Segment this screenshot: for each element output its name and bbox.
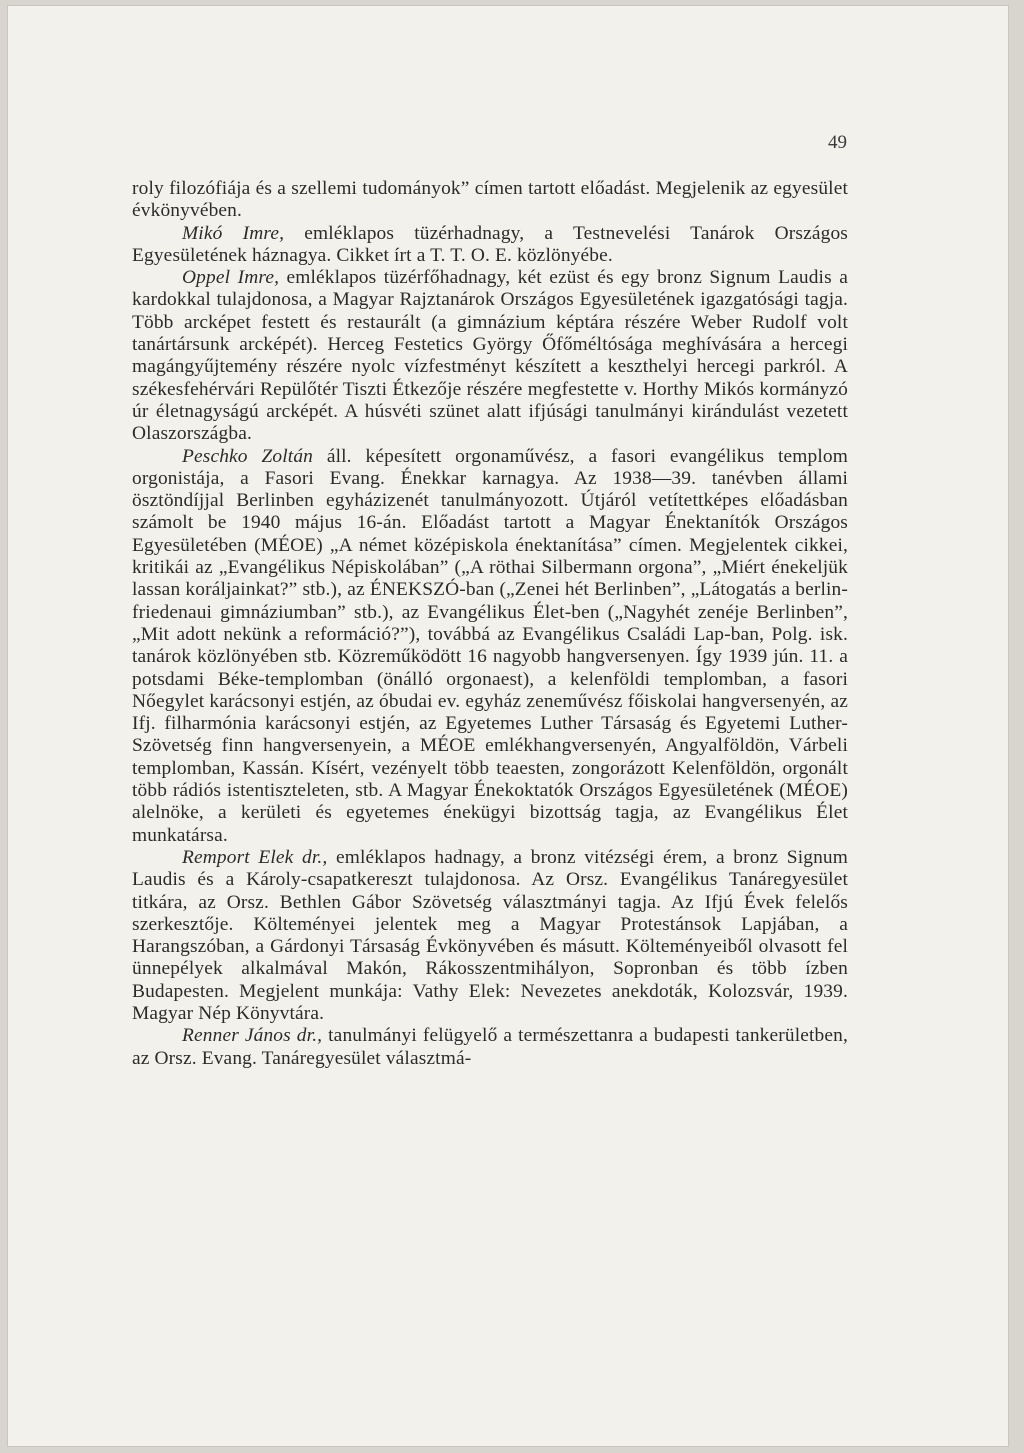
paragraph-text: roly filozófiája és a szellemi tudományok” címen tartott előadást. Megjelenik az egyesület évkönyvében. [132, 178, 848, 222]
person-name: Peschko Zoltán [182, 445, 314, 467]
paragraph-oppel [132, 267, 848, 445]
paragraph-miko [132, 223, 848, 268]
person-name: Mikó Imre, [182, 222, 285, 244]
paragraph-text: emléklapos tüzérhadnagy, a Testnevelési Tanárok Országos Egyesületének háznagya. Cikket írt a T. T. O. E. közlönyébe. [132, 222, 848, 266]
person-name: Remport Elek dr., [182, 846, 328, 868]
paragraph-continuation [132, 178, 848, 223]
page-number: 49 [828, 132, 847, 153]
paragraph-text: áll. képesített orgonaművész, a fasori evangélikus templom orgonistája, a Fasori Evang. Énekkar karnagya. Az 1938—39. tanévben állami ösztöndíjjal Berlinben egyházizenét tanulmányozott. Útjáról vetítettképes előadásban számolt be 1940 május 16-án. Előadást tartott a Magyar Énektanítók Országos Egyesületében (MÉOE) „A német középiskola énektanítása” címen. Megjelentek cikkei, kritikái az „Evangélikus Népiskolában” („A röthai Silbermann orgona”, „Miért énekeljük lassan koráljainkat?” stb.), az ÉNEKSZÓ-ban („Zenei hét Berlinben”, „Látogatás a berlin-friedenaui gimnáziumban” stb.), az Evangélikus Élet-ben („Nagyhét zenéje Berlinben”, „Mit adott nekünk a reformáció?”), továbbá az Evangélikus Családi Lap-ban, Polg. isk. tanárok közlönyében stb. Közreműködött 16 nagyobb hangversenyen. Így 1939 jún. 11. a potsdami Béke-templomban (önálló orgonaest), a kelenföldi templomban, a fasori Nőegylet karácsonyi estjén, az óbudai ev. egyház zeneművész főiskolai hangversenyén, az Ifj. filharmónia karácsonyi estjén, az Egyetemes Luther Társaság és Egyetemi Luther-Szövetség finn hangversenyein, a MÉOE emlékhangversenyén, Angyalföldön, Várbeli templomban, Kassán. Kísért, vezényelt több teaesten, zongorázott Kelenföldön, orgonált több rádiós istentiszteleten, stb. A Magyar Énekoktatók Országos Egyesületének (MÉOE) alelnöke, a kerületi és egyetemes énekügyi bizottság tagja, az Evangélikus Élet munkatársa. [132, 445, 849, 846]
person-name: Oppel Imre, [182, 267, 280, 289]
body-text [132, 178, 848, 1070]
paragraph-text: emléklapos hadnagy, a bronz vitézségi érem, a bronz Signum Laudis és a Károly-csapatkereszt tulajdonosa. Az Orsz. Evangélikus Tanáregyesület titkára, az Orsz. Bethlen Gábor Szövetség választmányi tagja. Az Ifjú Évek felelős szerkesztője. Költeményei jelentek meg a Magyar Protestánsok Lapjában, a Harangszóban, a Gárdonyi Társaság Évkönyvében és másutt. Költeményeiből olvasott fel ünnepélyek alkalmával Makón, Rákosszentmihályon, Sopronban és több ízben Budapesten. Megjelent munkája: Vathy Elek: Nevezetes anekdoták, Kolozsvár, 1939. Magyar Nép Könyvtára. [132, 846, 848, 1024]
scanned-page [8, 6, 1008, 1446]
paragraph-remport [132, 847, 848, 1025]
paragraph-renner [132, 1025, 848, 1070]
paragraph-peschko [132, 446, 848, 847]
paragraph-text: emléklapos tüzérfőhadnagy, két ezüst és egy bronz Signum Laudis a kardokkal tulajdonosa, a Magyar Rajztanárok Országos Egyesületének igazgatósági tagja. Több arcképet festett és restaurált (a gimnázium képtára részére Weber Rudolf volt tanártársunk arcképét). Herceg Festetics György Őfőméltósága meghívására a hercegi magángyűjtemény részére nyolc vízfestményt készített a keszthelyi hercegi parkról. A székesfehérvári Repülőtér Tiszti Étkezője részére megfestette v. Horthy Mikós kormányzó úr életnagyságú arcképét. A húsvéti szünet alatt ifjúsági tanulmányi kirándulást vezetett Olaszországba. [132, 267, 848, 445]
paragraph-text: tanulmányi felügyelő a természettanra a budapesti tankerületben, az Orsz. Evang. Tanáregyesület választmá- [132, 1025, 848, 1069]
person-name: Renner János dr., [182, 1025, 323, 1047]
